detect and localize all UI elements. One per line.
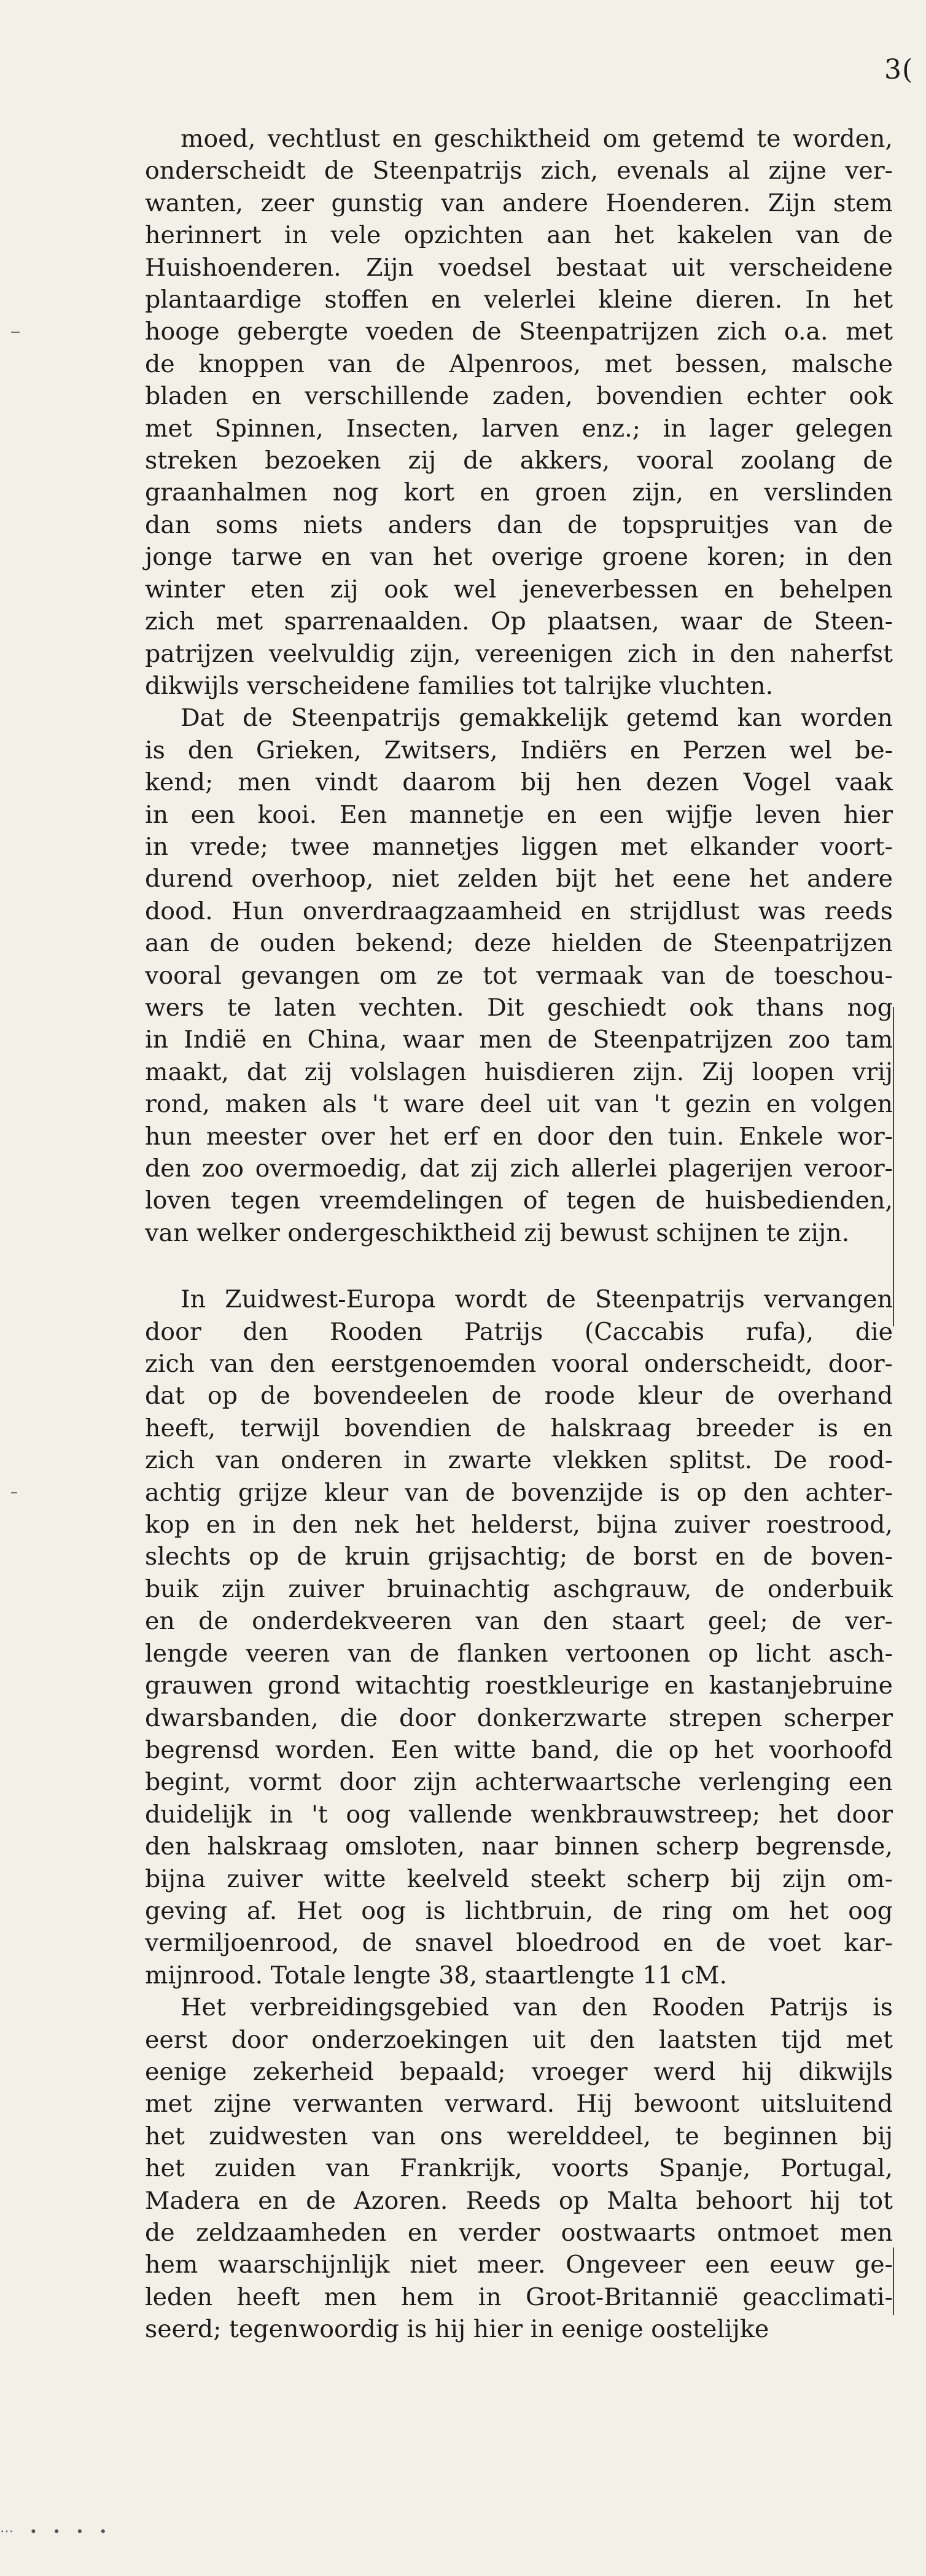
text-line: grauwen grond witachtig roestkleurige en kastanjebruine <box>145 1671 893 1700</box>
text-line: met Spinnen, Insecten, larven enz.; in lager gelegen <box>145 414 893 443</box>
text-line: in vrede; twee mannetjes liggen met elkander voort- <box>145 832 893 861</box>
text-line: moed, vechtlust en geschiktheid om getemd te worden, <box>181 125 893 153</box>
text-line: mijnrood. Totale lengte 38, staartlengte 11 cM. <box>145 1961 728 1990</box>
text-line: streken bezoeken zij de akkers, vooral zoolang de <box>145 446 893 475</box>
text-line: dwarsbanden, die door donkerzwarte strepen scherper <box>145 1703 893 1732</box>
text-line: jonge tarwe en van het overige groene koren; in den <box>145 543 893 572</box>
text-line: bijna zuiver witte keelveld steekt scherp bij zijn om- <box>145 1864 893 1893</box>
text-line: kend; men vindt daarom bij hen dezen Vogel vaak <box>145 768 893 797</box>
text-line: in Indië en China, waar men de Steenpatrijzen zoo tam <box>145 1025 893 1054</box>
text-line: kop en in den nek het helderst, bijna zuiver roestrood, <box>145 1511 893 1539</box>
text-line: Madera en de Azoren. Reeds op Malta behoort hij tot <box>145 2186 893 2215</box>
text-line: Het verbreidingsgebied van den Rooden Patrijs is <box>181 1993 893 2022</box>
text-line: maakt, dat zij volslagen huisdieren zijn. Zij loopen vrij <box>145 1057 893 1086</box>
text-line: eerst door onderzoekingen uit den laatsten tijd met <box>145 2025 893 2054</box>
text-line: begrensd worden. Een witte band, die op het voorhoofd <box>145 1735 893 1764</box>
text-line: wanten, zeer gunstig van andere Hoenderen. Zijn stem <box>145 189 893 217</box>
text-line: zich met sparrenaalden. Op plaatsen, waar de Steen- <box>145 607 893 636</box>
page-number: 3( <box>884 54 914 85</box>
text-line: vermiljoenrood, de snavel bloedrood en de voet kar- <box>145 1929 893 1958</box>
text-line: graanhalmen nog kort en groen zijn, en verslinden <box>145 478 893 507</box>
margin-rule <box>893 1007 894 1326</box>
text-line: van welker ondergeschiktheid zij bewust schijnen te zijn. <box>145 1218 850 1247</box>
text-line: In Zuidwest-Europa wordt de Steenpatrijs vervangen <box>181 1285 893 1314</box>
margin-rule <box>893 2247 894 2315</box>
text-line: onderscheidt de Steenpatrijs zich, evenals al zijne ver- <box>145 157 893 185</box>
text-line: herinnert in vele opzichten aan het kakelen van de <box>145 221 893 250</box>
paragraph-gap <box>145 1249 893 1283</box>
paragraph-4 <box>145 1991 893 2345</box>
text-line: begint, vormt door zijn achterwaartsche verlenging een <box>145 1768 893 1797</box>
text-line: durend overhoop, niet zelden bijt het eene het andere <box>145 865 893 893</box>
text-line: dikwijls verscheidene families tot talrijke vluchten. <box>145 671 774 700</box>
text-line: achtig grijze kleur van de bovenzijde is op den achter- <box>145 1478 893 1507</box>
text-line: den zoo overmoedig, dat zij zich allerlei plagerijen veroor- <box>145 1154 893 1183</box>
text-line: zich van onderen in zwarte vlekken splitst. De rood- <box>145 1446 893 1475</box>
text-line: met zijne verwanten verward. Hij bewoont uitsluitend <box>145 2090 893 2119</box>
text-line: dat op de bovendeelen de roode kleur de overhand <box>145 1382 893 1411</box>
text-line: Huishoenderen. Zijn voedsel bestaat uit verscheidene <box>145 253 893 282</box>
text-line: wers te laten vechten. Dit geschiedt ook thans nog <box>145 993 893 1022</box>
margin-tick <box>11 332 20 333</box>
text-line: den halskraag omsloten, naar binnen scherp begrensde, <box>145 1832 893 1861</box>
text-line: leden heeft men hem in Groot-Britannië geacclimati- <box>145 2282 893 2311</box>
text-line: het zuiden van Frankrijk, voorts Spanje, Portugal, <box>145 2154 893 2183</box>
paragraph-2 <box>145 702 893 1249</box>
text-line: aan de ouden bekend; deze hielden de Steenpatrijzen <box>145 929 893 958</box>
text-line: geving af. Het oog is lichtbruin, de ring om het oog <box>145 1896 893 1925</box>
body-text <box>145 123 893 2346</box>
text-line: vooral gevangen om ze tot vermaak van de toeschou- <box>145 961 893 990</box>
text-line: de zeldzaamheden en verder oostwaarts ontmoet men <box>145 2219 893 2247</box>
text-line: duidelijk in 't oog vallende wenkbrauwstreep; het door <box>145 1800 893 1829</box>
paragraph-3 <box>145 1283 893 1991</box>
footer-scan-marks: ⋯ ∙ ∙ ∙ ∙ <box>0 2524 113 2539</box>
text-line: is den Grieken, Zwitsers, Indiërs en Perzen wel be- <box>145 736 893 765</box>
text-line: eenige zekerheid bepaald; vroeger werd hij dikwijls <box>145 2057 893 2086</box>
margin-tick <box>11 1492 17 1493</box>
text-line: rond, maken als 't ware deel uit van 't gezin en volgen <box>145 1090 893 1119</box>
text-line: plantaardige stoffen en velerlei kleine dieren. In het <box>145 286 893 314</box>
text-line: en de onderdekveeren van den staart geel; de ver- <box>145 1607 893 1636</box>
text-line: hem waarschijnlijk niet meer. Ongeveer een eeuw ge- <box>145 2251 893 2279</box>
text-line: dood. Hun onverdraagzaamheid en strijdlust was reeds <box>145 897 893 925</box>
text-line: Dat de Steenpatrijs gemakkelijk getemd kan worden <box>181 704 893 733</box>
text-line: loven tegen vreemdelingen of tegen de huisbedienden, <box>145 1186 893 1215</box>
text-line: buik zijn zuiver bruinachtig aschgrauw, de onderbuik <box>145 1574 893 1603</box>
text-line: winter eten zij ook wel jeneverbessen en behelpen <box>145 575 893 604</box>
text-line: heeft, terwijl bovendien de halskraag breeder is en <box>145 1414 893 1442</box>
text-line: hun meester over het erf en door den tuin. Enkele wor- <box>145 1122 893 1151</box>
text-line: seerd; tegenwoordig is hij hier in eenige oostelijke <box>145 2315 769 2344</box>
text-line: dan soms niets anders dan de topspruitjes van de <box>145 510 893 539</box>
text-line: in een kooi. Een mannetje en een wijfje leven hier <box>145 800 893 829</box>
text-line: bladen en verschillende zaden, bovendien echter ook <box>145 382 893 411</box>
text-line: zich van den eerstgenoemden vooral onderscheidt, door- <box>145 1350 893 1379</box>
text-line: het zuidwesten van ons werelddeel, te beginnen bij <box>145 2122 893 2150</box>
text-line: de knoppen van de Alpenroos, met bessen, malsche <box>145 349 893 378</box>
paragraph-1 <box>145 123 893 702</box>
text-line: hooge gebergte voeden de Steenpatrijzen zich o.a. met <box>145 317 893 346</box>
text-line: patrijzen veelvuldig zijn, vereenigen zich in den naherfst <box>145 639 893 668</box>
text-line: door den Rooden Patrijs (Caccabis rufa), die <box>145 1317 893 1346</box>
text-line: lengde veeren van de flanken vertoonen op licht asch- <box>145 1639 893 1668</box>
text-line: slechts op de kruin grijsachtig; de borst en de boven- <box>145 1543 893 1571</box>
